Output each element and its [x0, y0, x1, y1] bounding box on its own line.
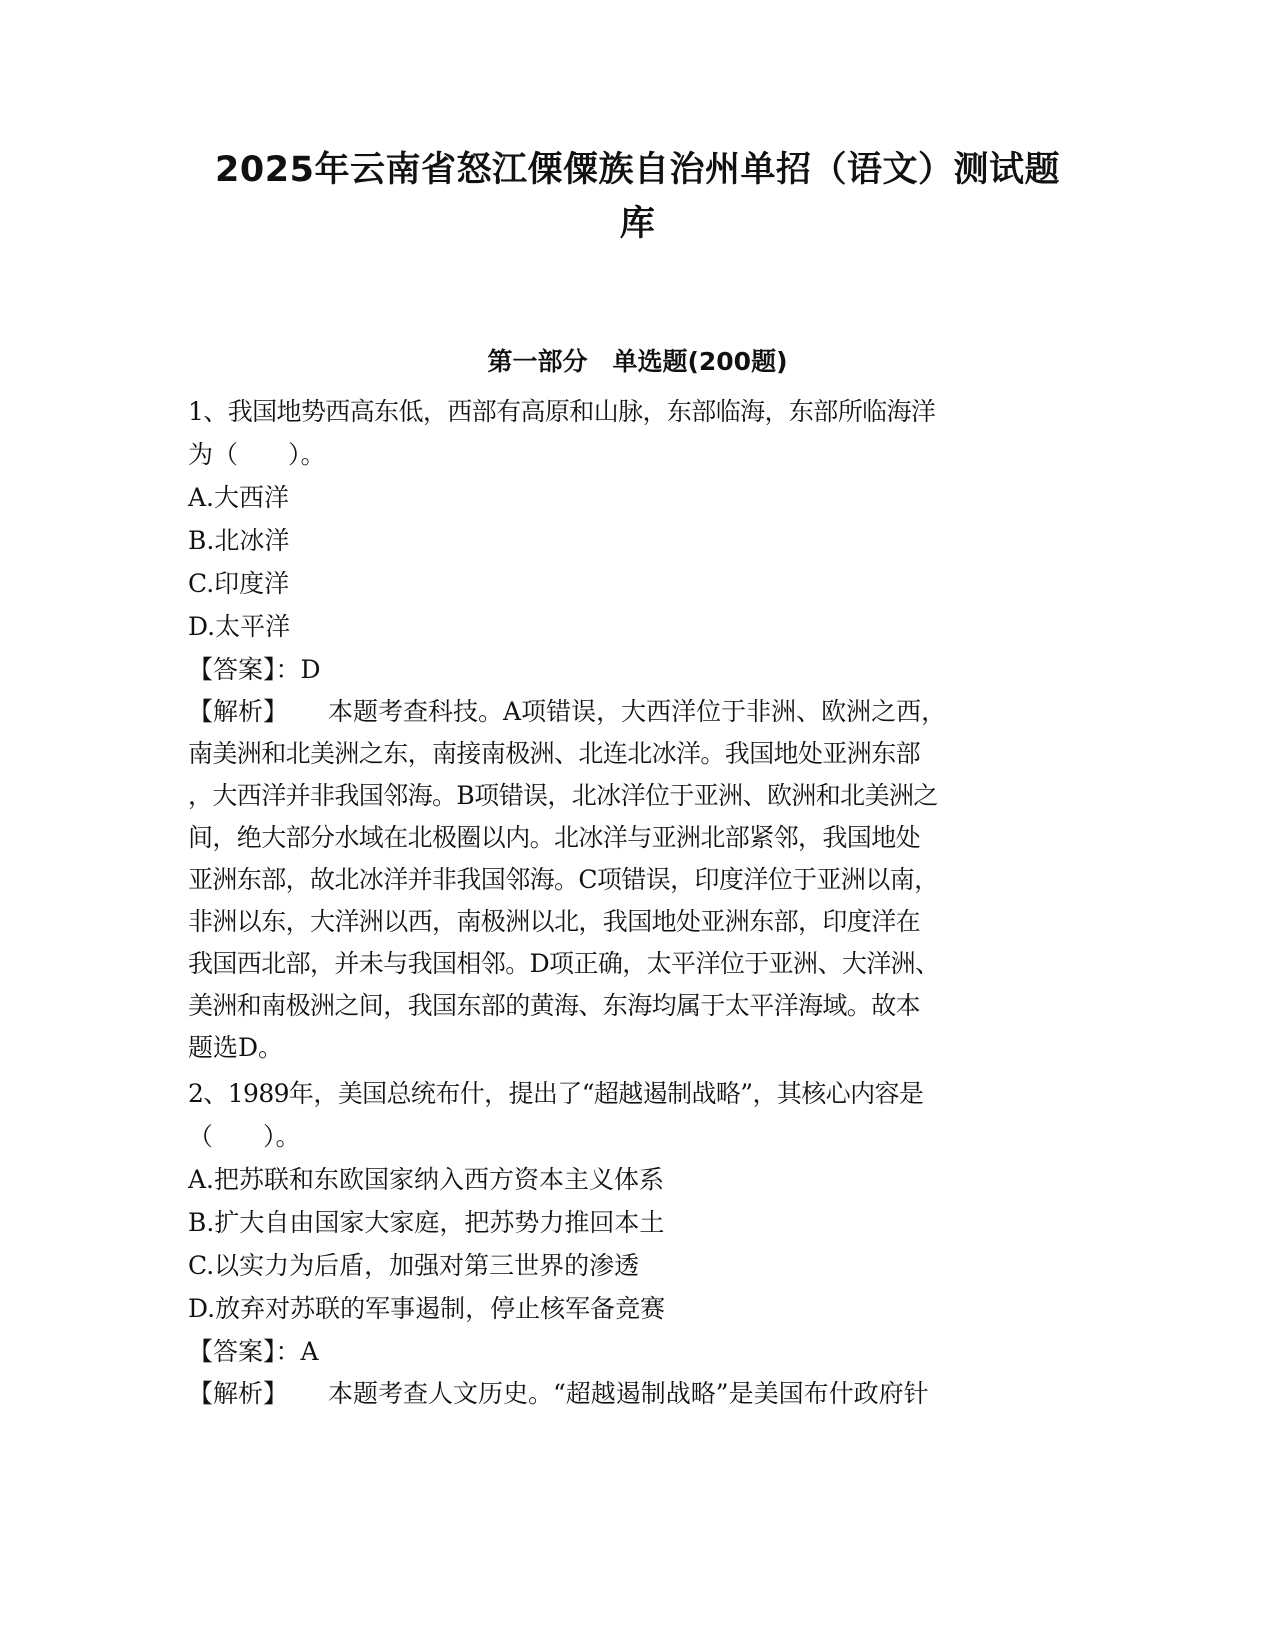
option-c: C.以实力为后盾，加强对第三世界的渗透 [188, 1251, 640, 1280]
option-b: B.扩大自由国家大家庭，把苏势力推回本土 [188, 1208, 665, 1237]
question-stem-line: 1、我国地势西高东低，西部有高原和山脉，东部临海，东部所临海洋 [188, 397, 936, 426]
option-c: C.印度洋 [188, 569, 290, 598]
explanation-line: 亚洲东部，故北冰洋并非我国邻海。C项错误，印度洋位于亚洲以南， [188, 865, 939, 894]
question-2 [188, 1072, 1078, 1415]
explanation-first-line [188, 1373, 1078, 1415]
answer-line: 【答案】：D [188, 655, 321, 684]
explanation-line: 间，绝大部分水域在北极圈以内。北冰洋与亚洲北部紧邻，我国地处 [188, 823, 921, 852]
explanation-line: 题选D。 [188, 1033, 284, 1062]
option-a: A.把苏联和东欧国家纳入西方资本主义体系 [188, 1165, 665, 1194]
explanation-label: 【解析】 [188, 697, 289, 726]
explanation-first-line [188, 691, 1078, 733]
explanation-text: 本题考查科技。A项错误，大西洋位于非洲、欧洲之西， [328, 697, 947, 726]
question-1 [188, 390, 1078, 1069]
question-stem-line: （ ）。 [188, 1122, 301, 1151]
explanation-line: ，大西洋并非我国邻海。B项错误，北冰洋位于亚洲、欧洲和北美洲之 [188, 781, 938, 810]
option-a: A.大西洋 [188, 483, 290, 512]
section-heading: 第一部分 单选题(200题) [487, 347, 788, 376]
explanation-line: 我国西北部，并未与我国相邻。D项正确，太平洋位于亚洲、大洋洲、 [188, 949, 940, 978]
explanation-line: 非洲以东，大洋洲以西，南极洲以北，我国地处亚洲东部，印度洋在 [188, 907, 921, 936]
option-d: D.放弃对苏联的军事遏制，停止核军备竞赛 [188, 1294, 666, 1323]
option-b: B.北冰洋 [188, 526, 290, 555]
explanation-line: 美洲和南极洲之间，我国东部的黄海、东海均属于太平洋海域。故本 [188, 991, 921, 1020]
title-line-1: 2025年云南省怒江傈僳族自治州单招（语文）测试题 [215, 150, 1060, 190]
document-title [180, 143, 1095, 251]
option-d: D.太平洋 [188, 612, 291, 641]
question-stem-line: 2、1989年，美国总统布什，提出了“超越遏制战略”，其核心内容是 [188, 1079, 924, 1108]
question-stem-line: 为（ ）。 [188, 440, 326, 469]
answer-line: 【答案】：A [188, 1337, 319, 1366]
explanation-text: 本题考查人文历史。“超越遏制战略”是美国布什政府针 [328, 1379, 929, 1408]
explanation-label: 【解析】 [188, 1379, 289, 1408]
explanation-line: 南美洲和北美洲之东，南接南极洲、北连北冰洋。我国地处亚洲东部 [188, 739, 921, 768]
title-line-2: 库 [619, 204, 656, 244]
